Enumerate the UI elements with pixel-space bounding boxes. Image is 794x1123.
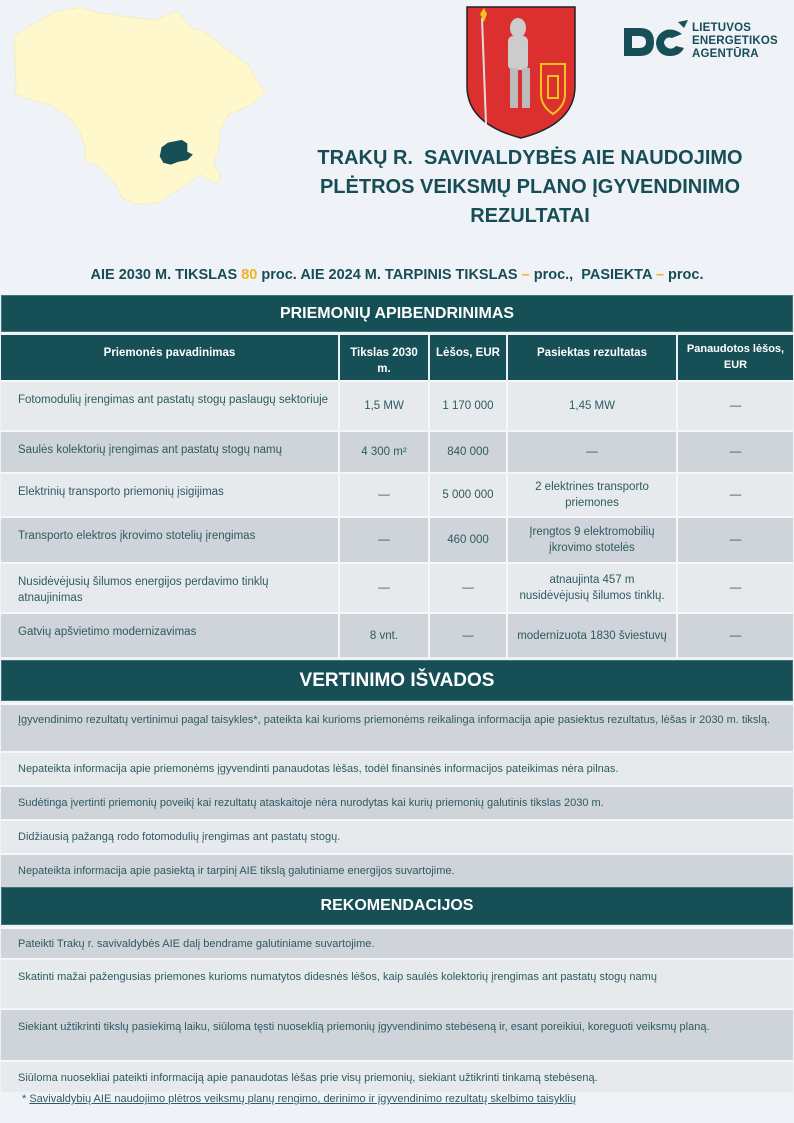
map-outline [14,7,264,204]
logo-line-1: LIETUVOS [692,21,752,34]
logo-line-2: ENERGETIKOS [692,34,778,47]
cell-target: — [339,473,429,517]
cell-funds: 840 000 [429,431,507,473]
table-row [1,431,793,473]
recommendations-list [1,927,793,1092]
table-row [1,613,793,657]
cell-result: — [507,431,677,473]
achieved-unit: proc. [664,267,704,283]
footnote [22,1093,576,1105]
summary-section-header [1,295,793,332]
conclusions-list [1,703,793,887]
lithuania-map [0,0,290,230]
list-item: Nepateikta informacija apie pasiektą ir tarpinį AIE tikslą galutiniame energijos suvartojime. [1,853,793,887]
col-header-name: Priemonės pavadinimas [1,335,339,381]
list-item: Siūloma nuosekliai pateikti informaciją apie panaudotas lėšas prie visų priemonių, siekiant užtikrinti tinkamą stebėseną. [1,1060,793,1092]
cell-name: Saulės kolektorių įrengimas ant pastatų stogų namų [1,431,339,473]
lea-logo-icon [622,18,688,64]
target-2030-value: 80 [241,267,258,283]
list-item: Pateikti Trakų r. savivaldybės AIE dalį bendrame galutiniame suvartojime. [1,927,793,958]
footnote-marker: * [22,1093,30,1105]
cell-used: — [677,563,793,613]
rules-link[interactable]: Savivaldybių AIE naudojimo plėtros veiksmų planų rengimo, derinimo ir įgyvendinimo rezultatų skelbimo taisyklių [29,1093,576,1105]
cell-name: Fotomodulių įrengimas ant pastatų stogų paslaugų sektoriuje [1,381,339,431]
col-header-funds: Lėšos, EUR [429,335,507,381]
cell-funds: — [429,613,507,657]
title-line-1: TRAKŲ R. SAVIVALDYBĖS AIE NAUDOJIMO [317,147,743,169]
conclusions-title: VERTINIMO IŠVADOS [299,670,495,691]
cell-result: 2 elektrines transporto priemones [507,473,677,517]
summary-table [1,335,793,657]
cell-used: — [677,517,793,563]
title-line-3: REZULTATAI [470,205,590,227]
table-row [1,381,793,431]
cell-result: 1,45 MW [507,381,677,431]
cell-result: Įrengtos 9 elektromobilių įkrovimo stotelės [507,517,677,563]
achieved-label: proc., PASIEKTA [529,267,656,283]
table-header-row [1,335,793,381]
cell-target: 1,5 MW [339,381,429,431]
list-item: Didžiausią pažangą rodo fotomodulių įrengimas ant pastatų stogų. [1,819,793,853]
target-2024-value: – [521,267,530,283]
list-item: Siekiant užtikrinti tikslų pasiekimą laiku, siūloma tęsti nuoseklią priemonių įgyvendinimo stebėseną ir, esant poreikiui, koreguoti veiksmų planą. [1,1008,793,1060]
list-item: Sudėtinga įvertinti priemonių poveikį kai rezultatų ataskaitoje nėra nurodytas kai kurių priemonių galutinis tikslas 2030 m. [1,785,793,819]
cell-target: — [339,563,429,613]
cell-name: Elektrinių transporto priemonių įsigijimas [1,473,339,517]
table-row [1,517,793,563]
title-line-2: PLĖTROS VEIKSMŲ PLANO ĮGYVENDINIMO [319,176,741,198]
list-item: Įgyvendinimo rezultatų vertinimui pagal taisykles*, pateikta kai kurioms priemonėms reikalinga informacija apie pasiektus rezultatus, lėšas ir 2030 m. tikslą. [1,703,793,751]
cell-used: — [677,381,793,431]
recommendations-title: REKOMENDACIJOS [320,897,474,914]
cell-used: — [677,473,793,517]
col-header-result: Pasiektas rezultatas [507,335,677,381]
cell-target: — [339,517,429,563]
cell-target: 4 300 m² [339,431,429,473]
page-title [290,144,770,231]
cell-name: Transporto elektros įkrovimo stotelių įrengimas [1,517,339,563]
cell-result: modernizuota 1830 šviestuvų [507,613,677,657]
cell-funds: — [429,563,507,613]
conclusions-section-header [1,660,793,701]
logo-line-3: AGENTŪRA [692,47,759,60]
list-item: Nepateikta informacija apie priemonėms įgyvendinti panaudotas lėšas, todėl finansinės informacijos pateikimas nėra pilnas. [1,751,793,785]
table-row [1,473,793,517]
cell-used: — [677,431,793,473]
cell-name: Gatvių apšvietimo modernizavimas [1,613,339,657]
agency-logo [622,18,778,64]
list-item: Skatinti mažai pažengusias priemones kurioms numatytos didesnės lėšos, kaip saulės kolektorių įrengimas ant pastatų stogų namų [1,958,793,1008]
col-header-used: Panaudotos lėšos, EUR [677,335,793,381]
cell-target: 8 vnt. [339,613,429,657]
table-row [1,563,793,613]
achieved-value: – [655,267,664,283]
target-label-2024: proc. AIE 2024 M. TARPINIS TIKSLAS [257,267,522,283]
cell-used: — [677,613,793,657]
cell-result: atnaujinta 457 m nusidėvėjusių šilumos tinklų. [507,563,677,613]
cell-funds: 1 170 000 [429,381,507,431]
cell-funds: 460 000 [429,517,507,563]
coat-of-arms-icon [466,6,576,140]
recommendations-section-header [1,887,793,925]
targets-summary [0,267,794,283]
summary-title: PRIEMONIŲ APIBENDRINIMAS [279,305,515,322]
cell-name: Nusidėvėjusių šilumos energijos perdavimo tinklų atnaujinimas [1,563,339,613]
target-label-2030: AIE 2030 M. TIKSLAS [90,267,242,283]
cell-funds: 5 000 000 [429,473,507,517]
col-header-target: Tikslas 2030 m. [339,335,429,381]
